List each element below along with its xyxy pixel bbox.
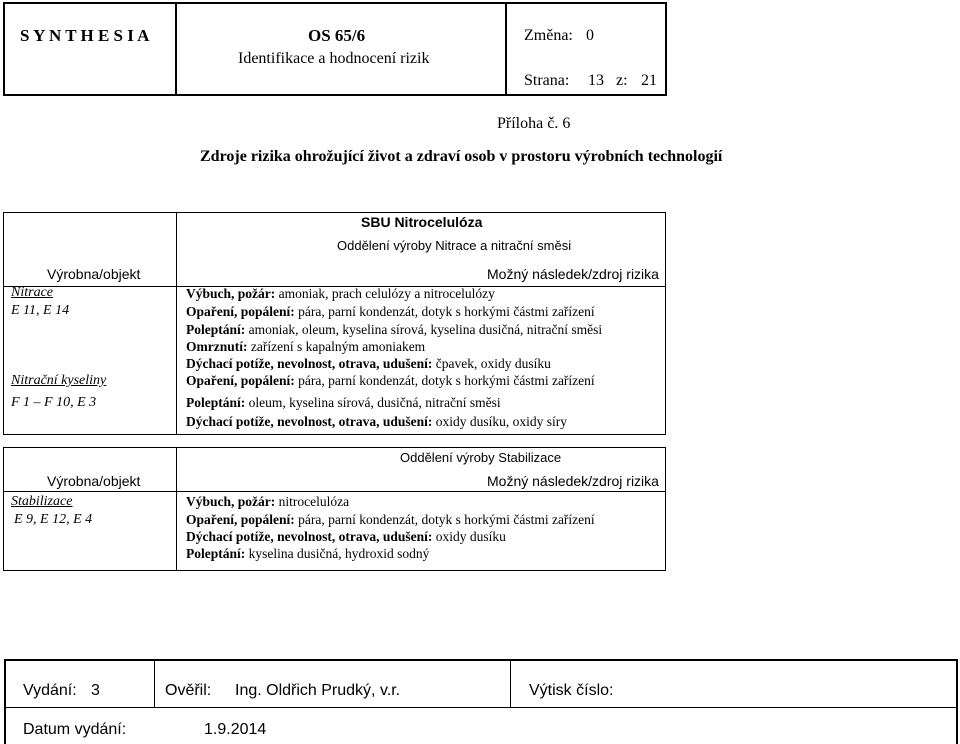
doc-title: Identifikace a hodnocení rizik [238,50,430,67]
risk-item: Poleptání: amoniak, oleum, kyselina sírová, kyselina dusičná, nitrační směsi [186,322,603,337]
issue-value: 3 [91,682,100,699]
document-footer [4,659,958,744]
verified-value: Ing. Oldřich Prudký, v.r. [235,682,401,699]
department-title: Oddělení výroby Stabilizace [400,450,562,465]
risk-item: Poleptání: kyselina dusičná, hydroxid sodný [186,546,430,561]
col-header-risk: Možný následek/zdroj rizika [487,473,659,489]
verified-label: Ověřil: [165,682,212,699]
object-codes: E 11, E 14 [11,303,70,318]
object-codes: F 1 – F 10, E 3 [11,395,97,410]
page-of-label: z: [616,72,628,89]
doc-code: OS 65/6 [308,26,366,45]
page-title: Zdroje rizika ohrožující život a zdraví osob v prostoru výrobních technologií [200,148,723,165]
risk-item: Dýchací potíže, nevolnost, otrava, udušení: čpavek, oxidy dusíku [186,356,551,371]
footer-divider [154,659,155,707]
object-name: Stabilizace [11,494,73,509]
page-value: 13 [588,72,604,89]
risk-item: Poleptání: oleum, kyselina sírová, dusičná, nitrační směsi [186,395,501,410]
object-name: Nitrace [11,285,53,300]
change-value: 0 [586,27,594,44]
risk-item: Dýchací potíže, nevolnost, otrava, udušení: oxidy dusíku [186,529,506,544]
print-number-label: Výtisk číslo: [529,682,614,699]
risk-item: Omrznutí: zařízení s kapalným amoniakem [186,339,426,354]
page-label: Strana: [524,72,570,89]
company-name: S Y N T H E S I A [20,26,150,45]
section2-col-divider [176,447,177,571]
risk-item: Výbuch, požár: amoniak, prach celulózy a nitrocelulózy [186,286,495,301]
header-divider [175,2,177,96]
issue-date-value: 1.9.2014 [204,721,267,738]
footer-row-line [4,707,958,708]
col-header-object: Výrobna/objekt [47,473,141,489]
section2-header-line [3,491,666,492]
issue-date-label: Datum vydání: [23,721,127,738]
col-header-object: Výrobna/objekt [47,266,141,282]
risk-item: Opaření, popálení: pára, parní kondenzát, dotyk s horkými částmi zařízení [186,512,595,527]
department-title: Oddělení výroby Nitrace a nitrační směsi [337,238,572,253]
unit-title: SBU Nitrocelulóza [361,214,483,230]
section1-col-divider [176,212,177,435]
risk-item: Dýchací potíže, nevolnost, otrava, udušení: oxidy dusíku, oxidy síry [186,414,568,429]
change-label: Změna: [524,27,573,44]
risk-item: Opaření, popálení: pára, parní kondenzát, dotyk s horkými částmi zařízení [186,304,595,319]
footer-divider [510,659,511,707]
issue-label: Vydání: [23,682,77,699]
header-divider [505,2,507,96]
page-total: 21 [641,72,657,89]
risk-item: Opaření, popálení: pára, parní kondenzát, dotyk s horkými částmi zařízení [186,373,595,388]
object-codes: E 9, E 12, E 4 [14,512,93,527]
col-header-risk: Možný následek/zdroj rizika [487,266,659,282]
appendix-label: Příloha č. 6 [497,115,571,132]
risk-item: Výbuch, požár: nitrocelulóza [186,494,350,509]
object-name: Nitrační kyseliny [11,373,107,388]
